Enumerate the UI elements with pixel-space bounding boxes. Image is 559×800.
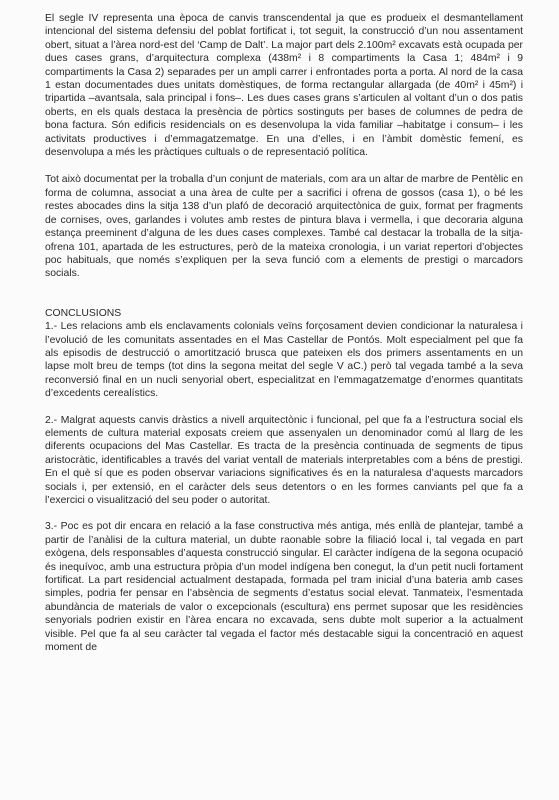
conclusion-paragraph-3: 3.- Poc es pot dir encara en relació a la fase constructiva més antiga, més enllà de plantejar, també a partir de l’anàlisi de la cultura material, un dubte raonable sobre la filiació local i, tal vegada en part exògena, dels responsables d’aquesta construcció singular. El caràcter indígena de la segona ocupació és inequívoc, amb una estructura pròpia d’un model indígena ben conegut, la d’un petit nucli fortament fortificat. La part residencial actualment destapada, formada pel tram inicial d’una bateria amb cases simples, podria fer pensar en l’absència de segments d’estatus social elevat. Tanmateix, l’esmentada abundància de materials de valor o excepcionals (escultura) ens permet suposar que les residències senyorials podrien existir en l’àrea encara no excavada, sens dubte molt superior a la actualment visible. Pel que fa al seu caràcter tal vegada el factor més destacable sigui la concentració en aquest moment de [45, 521, 523, 654]
body-paragraph-2: Tot això documentat per la troballa d’un conjunt de materials, com ara un altar de marbre de Pentèlic en forma de columna, associat a una àrea de culte per a sacrifici i ofrena de gossos (casa 1), o bé les restes abocades dins la sitja 138 d’un plafó de decoració arquitectònica de guix, format per fragments de cornises, oves, garlandes i volutes amb restes de pintura blava i vermella, i que decoraria alguna estança preeminent d’alguna de les dues cases complexes. També cal destacar la troballa de la sitja-ofrena 101, apartada de les estructures, però de la mateixa cronologia, i un variat repertori d’objectes poc habituals, que només s’expliquen per la seva funció com a elements de prestigi o marcadors socials. [45, 174, 523, 280]
conclusions-heading: CONCLUSIONS [45, 307, 122, 319]
conclusion-paragraph-2: 2.- Malgrat aquests canvis dràstics a nivell arquitectònic i funcional, pel que fa a l’estructura social els elements de cultura material exposats creiem que assenyalen un denominador comú al llarg de les diferents ocupacions del Mas Castellar. Es tracta de la presència continuada de segments de tipus aristocràtic, identificables a través del variat ventall de materials interpretables com a béns de prestigi. En el què sí que es poden observar variacions significatives és en la naturalesa d’aquests marcadors socials i, per extensió, en el caràcter dels seus detentors o en les formes canviants pel que fa a l’exercici o visualització del seu poder o autoritat. [45, 414, 523, 506]
conclusion-paragraph-1: 1.- Les relacions amb els enclavaments colonials veïns forçosament devien condicionar la naturalesa i l’evolució de les comunitats assentades en el Mas Castellar de Pontós. Molt especialment pel que fa als episodis de destrucció o amortització brusca que pateixen els dos primers assentaments en un lapse molt breu de temps (tot dins la segona meitat del segle V aC.) però tal vegada també a la seva reconversió final en un nucli senyorial obert, especialitzat en l’emmagatzematge d’enormes quantitats d’excedents cerealístics. [45, 321, 523, 400]
body-paragraph-1: El segle IV representa una època de canvis transcendental ja que es produeix el desmantellament intencional del sistema defensiu del poblat fortificat i, tot seguit, la construcció d’un nou assentament obert, situat a l’àrea nord-est del ‘Camp de Dalt’. La major part dels 2.100m² excavats està ocupada per dues cases grans, d’arquitectura complexa (438m² i 8 compartiments la Casa 1; 484m² i 9 compartiments la Casa 2) separades per un ampli carrer i enfrontades porta a porta. Al nord de la casa 1 estan documentades dues unitats domèstiques, de forma rectangular allargada (de 40m² i 45m²) i tripartida –avantsala, sala principal i fons–. Les dues cases grans s’articulen al voltant d’un o dos patis oberts, en els quals destaca la presència de pòrtics sostinguts per bases de columnes de pedra de bona factura. Són edificis residencials on es desenvolupa la vida familiar –habitatge i consum– i les activitats productives i d’emmagatzematge. En una d’elles, i en l’àmbit domèstic femení, es desenvolupa a més les pràctiques cultuals o de representació política. [45, 13, 523, 159]
